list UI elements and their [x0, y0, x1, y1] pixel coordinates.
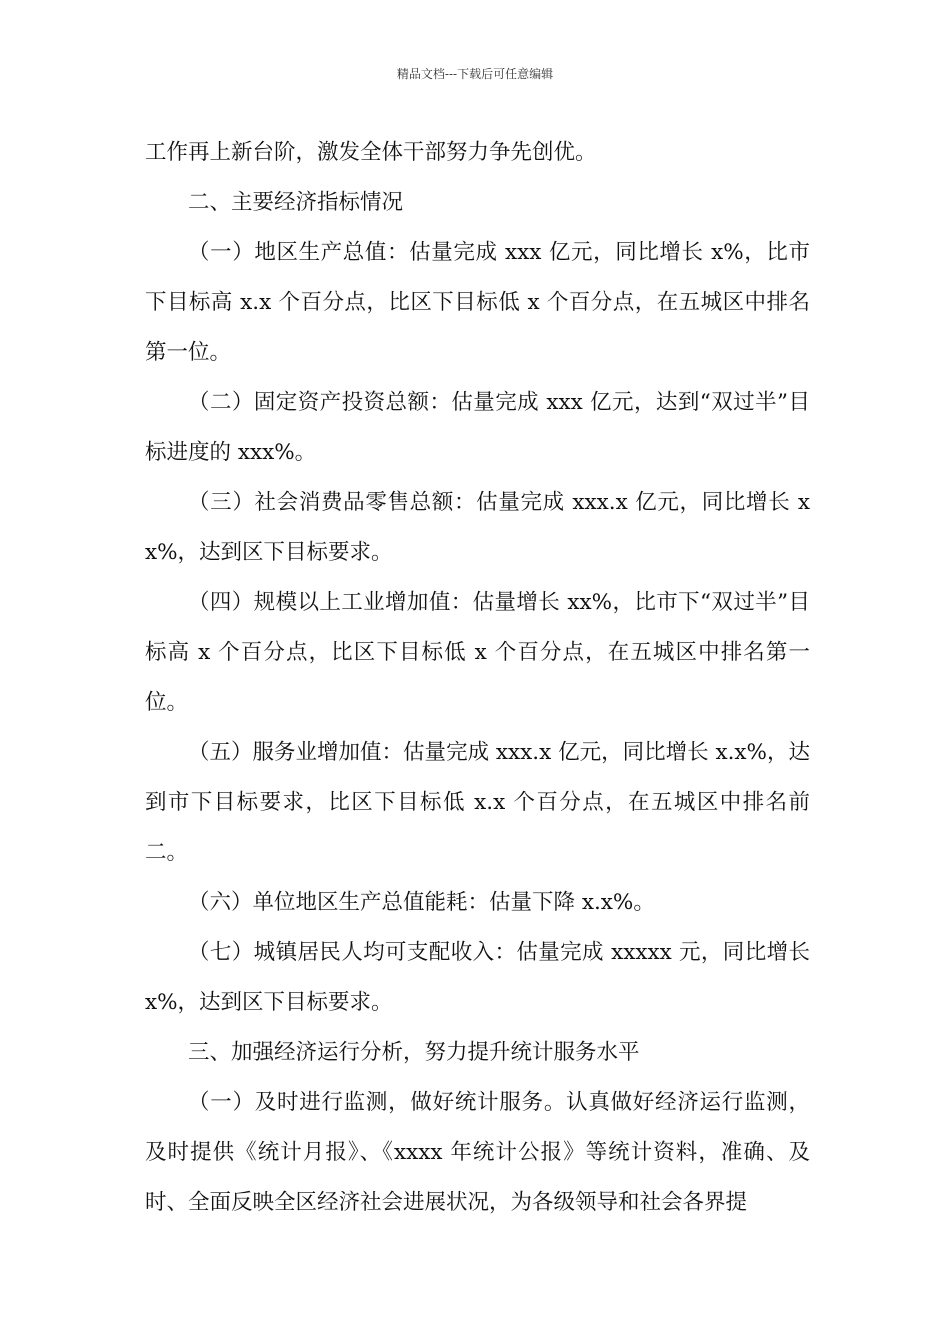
section-heading-economic-indicators: 二、主要经济指标情况	[188, 190, 404, 215]
section-heading-economic-analysis: 三、加强经济运行分析，努力提升统计服务水平	[188, 1040, 640, 1065]
paragraph-disposable-income: （七）城镇居民人均可支配收入：估量完成 xxxxx 元，同比增长 x%，达到区下目标要求。	[145, 940, 810, 1015]
paragraph-monitoring: （一）及时进行监测，做好统计服务。认真做好经济运行监测，及时提供《统计月报》、《xxxx 年统计公报》等统计资料，准确、及时、全面反映全区经济社会进展状况，为各级领导和社会各界提	[145, 1090, 810, 1215]
paragraph-retail-sales: （三）社会消费品零售总额：估量完成 xxx.x 亿元，同比增长 xx%，达到区下目标要求。	[145, 490, 810, 565]
paragraph-continuation: 工作再上新台阶，激发全体干部努力争先创优。	[145, 140, 597, 165]
paragraph-gdp: （一）地区生产总值：估量完成 xxx 亿元，同比增长 x%，比市下目标高 x.x 个百分点，比区下目标低 x 个百分点，在五城区中排名第一位。	[145, 240, 810, 365]
paragraph-fixed-asset-investment: （二）固定资产投资总额：估量完成 xxx 亿元，达到“双过半”目标进度的 xxx%。	[145, 390, 810, 465]
paragraph-service-value-added: （五）服务业增加值：估量完成 xxx.x 亿元，同比增长 x.x%，达到市下目标要求，比区下目标低 x.x 个百分点，在五城区中排名前二。	[145, 740, 810, 865]
document-body	[145, 128, 810, 1228]
page-header: 精品文档---下载后可任意编辑	[396, 67, 554, 81]
paragraph-energy-consumption: （六）单位地区生产总值能耗：估量下降 x.x%。	[188, 890, 655, 915]
paragraph-industrial-value-added: （四）规模以上工业增加值：估量增长 xx%，比市下“双过半”目标高 x 个百分点，比区下目标低 x 个百分点，在五城区中排名第一位。	[145, 590, 810, 715]
